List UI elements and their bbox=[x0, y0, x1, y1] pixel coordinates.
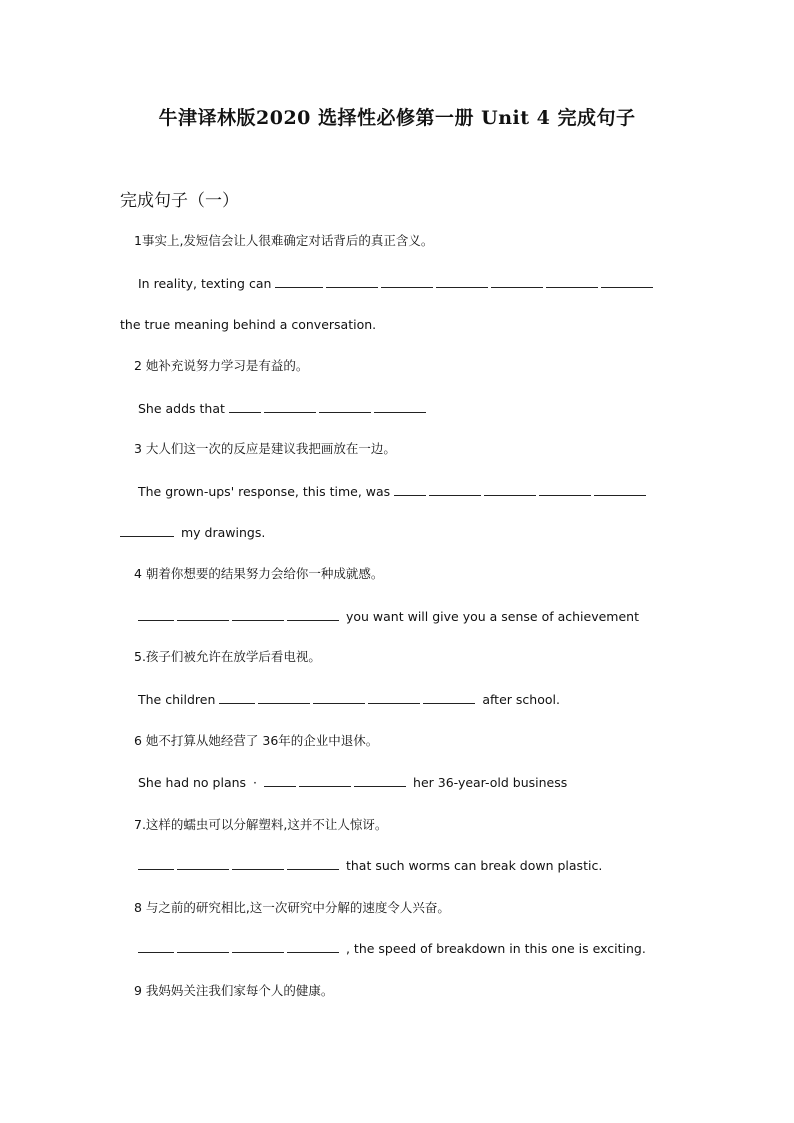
question-5-chinese: 5.孩子们被允许在放学后看电视。 bbox=[134, 649, 321, 664]
answer-blank[interactable] bbox=[319, 401, 371, 413]
answer-blank[interactable] bbox=[177, 941, 229, 953]
question-1-continuation: the true meaning behind a conversation. bbox=[120, 317, 377, 332]
question-6-english bbox=[138, 775, 567, 791]
question-4-continuation: you want will give you a sense of achievement bbox=[345, 609, 639, 624]
answer-blank[interactable] bbox=[229, 401, 261, 413]
question-3-chinese: 3 大人们这一次的反应是建议我把画放在一边。 bbox=[134, 441, 396, 456]
stray-mark: · bbox=[253, 775, 258, 790]
question-1-chinese: 1事实上,发短信会让人很难确定对话背后的真正含义。 bbox=[134, 233, 434, 248]
section-heading: 完成句子（一） bbox=[120, 191, 239, 211]
answer-blank[interactable] bbox=[219, 692, 255, 704]
answer-blank[interactable] bbox=[394, 484, 426, 496]
answer-blank[interactable] bbox=[354, 775, 406, 787]
answer-blank[interactable] bbox=[429, 484, 481, 496]
answer-blank[interactable] bbox=[287, 609, 339, 621]
question-2-chinese: 2 她补充说努力学习是有益的。 bbox=[134, 358, 309, 373]
answer-blank[interactable] bbox=[138, 609, 174, 621]
question-8-continuation: , the speed of breakdown in this one is exciting. bbox=[345, 941, 646, 956]
answer-blank[interactable] bbox=[381, 276, 433, 288]
answer-blank[interactable] bbox=[232, 941, 284, 953]
question-5-prompt: The children bbox=[138, 692, 216, 707]
answer-blank[interactable] bbox=[138, 858, 174, 870]
question-4-chinese: 4 朝着你想要的结果努力会给你一种成就感。 bbox=[134, 566, 384, 581]
answer-blank[interactable] bbox=[232, 858, 284, 870]
question-5-english bbox=[138, 692, 560, 708]
question-6-chinese: 6 她不打算从她经营了 36年的企业中退休。 bbox=[134, 733, 379, 748]
question-9-chinese: 9 我妈妈关注我们家每个人的健康。 bbox=[134, 983, 334, 998]
question-5-continuation: after school. bbox=[482, 692, 560, 707]
answer-blank[interactable] bbox=[326, 276, 378, 288]
question-7-english bbox=[138, 858, 602, 874]
question-2-english bbox=[138, 401, 429, 417]
question-3-prompt: The grown-ups' response, this time, was bbox=[138, 484, 391, 499]
document-title: 牛津译林版2020 选择性必修第一册 Unit 4 完成句子 bbox=[158, 107, 636, 129]
question-3-continuation-text: my drawings. bbox=[180, 525, 266, 540]
question-2-prompt: She adds that bbox=[138, 401, 225, 416]
answer-blank[interactable] bbox=[232, 609, 284, 621]
question-3-continuation bbox=[120, 525, 265, 541]
answer-blank[interactable] bbox=[601, 276, 653, 288]
answer-blank[interactable] bbox=[539, 484, 591, 496]
question-4-english bbox=[138, 609, 639, 625]
answer-blank[interactable] bbox=[374, 401, 426, 413]
answer-blank[interactable] bbox=[546, 276, 598, 288]
answer-blank[interactable] bbox=[287, 941, 339, 953]
question-1-prompt: In reality, texting can bbox=[138, 276, 272, 291]
question-7-continuation: that such worms can break down plastic. bbox=[345, 858, 603, 873]
answer-blank[interactable] bbox=[264, 775, 296, 787]
answer-blank[interactable] bbox=[423, 692, 475, 704]
answer-blank[interactable] bbox=[138, 941, 174, 953]
answer-blank[interactable] bbox=[368, 692, 420, 704]
answer-blank[interactable] bbox=[275, 276, 323, 288]
question-6-continuation: her 36-year-old business bbox=[413, 775, 568, 790]
answer-blank[interactable] bbox=[436, 276, 488, 288]
question-1-english bbox=[138, 276, 656, 292]
answer-blank[interactable] bbox=[120, 525, 174, 537]
question-7-chinese: 7.这样的蠕虫可以分解塑料,这并不让人惊讶。 bbox=[134, 817, 388, 832]
answer-blank[interactable] bbox=[594, 484, 646, 496]
answer-blank[interactable] bbox=[177, 609, 229, 621]
question-3-english bbox=[138, 484, 649, 500]
answer-blank[interactable] bbox=[299, 775, 351, 787]
answer-blank[interactable] bbox=[491, 276, 543, 288]
answer-blank[interactable] bbox=[177, 858, 229, 870]
question-8-english bbox=[138, 941, 646, 957]
answer-blank[interactable] bbox=[313, 692, 365, 704]
answer-blank[interactable] bbox=[264, 401, 316, 413]
answer-blank[interactable] bbox=[484, 484, 536, 496]
answer-blank[interactable] bbox=[287, 858, 339, 870]
question-8-chinese: 8 与之前的研究相比,这一次研究中分解的速度令人兴奋。 bbox=[134, 900, 450, 915]
answer-blank[interactable] bbox=[258, 692, 310, 704]
question-6-prompt: She had no plans bbox=[138, 775, 247, 790]
